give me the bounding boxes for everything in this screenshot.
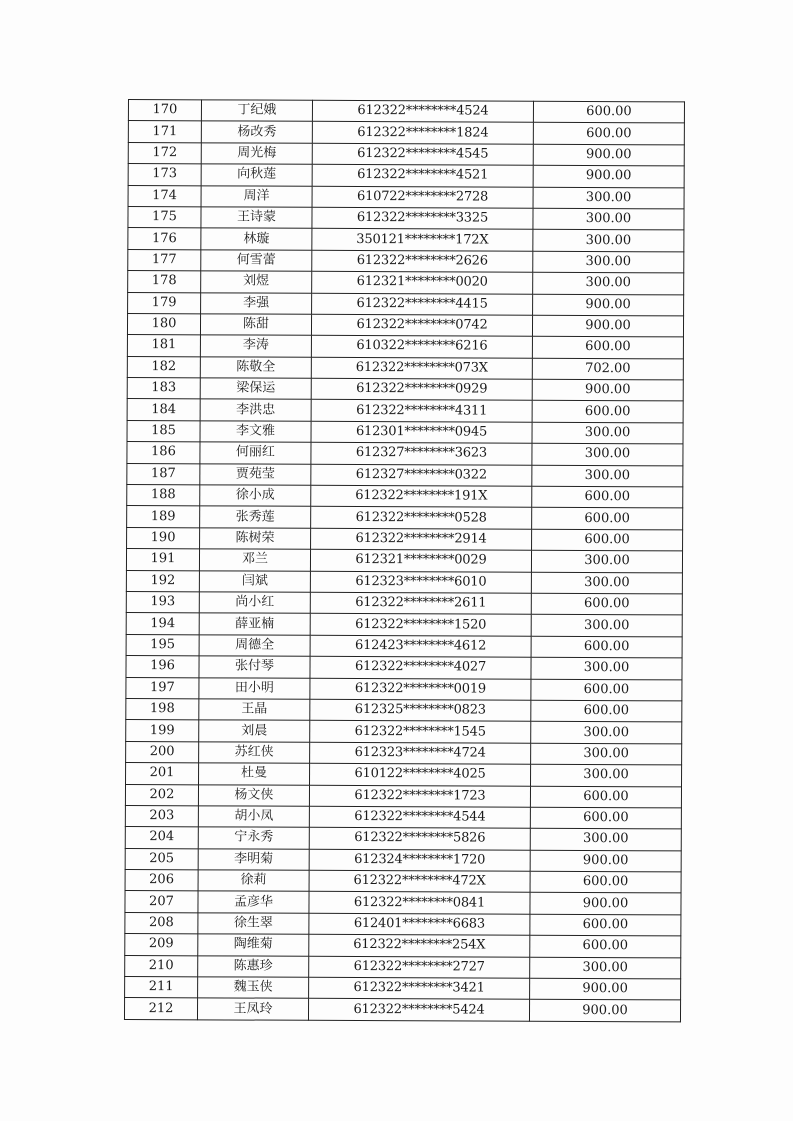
row-number-cell: 190 — [127, 527, 200, 549]
amount-cell: 300.00 — [530, 829, 681, 851]
amount-cell: 600.00 — [530, 871, 681, 893]
id-number-cell: 612323********4724 — [310, 742, 531, 764]
row-number-cell: 210 — [125, 955, 198, 977]
table-row — [127, 335, 683, 359]
row-number-cell: 175 — [128, 206, 201, 228]
name-cell: 薛亚楠 — [199, 613, 310, 635]
row-number-cell: 200 — [126, 741, 199, 763]
table-row — [127, 399, 683, 423]
id-number-cell: 612322********4524 — [312, 100, 533, 122]
row-number-cell: 204 — [125, 827, 198, 849]
amount-cell: 600.00 — [532, 401, 683, 423]
amount-cell: 600.00 — [531, 636, 682, 658]
amount-cell: 300.00 — [533, 208, 684, 230]
id-number-cell: 612322********0019 — [310, 678, 531, 700]
name-cell: 周光梅 — [201, 143, 312, 165]
row-number-cell: 203 — [125, 805, 198, 827]
amount-cell: 600.00 — [530, 786, 681, 808]
id-number-cell: 612322********2611 — [310, 592, 531, 614]
table-row — [125, 912, 681, 936]
id-number-cell: 350121********172X — [312, 229, 533, 251]
amount-cell: 600.00 — [533, 123, 684, 145]
id-number-cell: 612423********4612 — [310, 635, 531, 657]
name-cell: 尚小红 — [199, 592, 310, 614]
amount-cell: 900.00 — [533, 144, 684, 166]
amount-cell: 600.00 — [532, 337, 683, 359]
row-number-cell: 198 — [126, 698, 199, 720]
amount-cell: 300.00 — [533, 251, 684, 273]
id-number-cell: 612322********1545 — [310, 721, 531, 743]
table-row — [126, 698, 682, 722]
row-number-cell: 180 — [127, 313, 200, 335]
amount-cell: 300.00 — [531, 572, 682, 594]
row-number-cell: 191 — [126, 549, 199, 571]
table-row — [126, 549, 682, 573]
row-number-cell: 185 — [127, 420, 200, 442]
name-cell: 王凤玲 — [197, 998, 308, 1020]
id-number-cell: 612322********3325 — [312, 207, 533, 229]
name-cell: 邓兰 — [199, 549, 310, 571]
id-number-cell: 612322********2727 — [309, 956, 530, 978]
id-number-cell: 612322********5424 — [308, 999, 529, 1021]
name-cell: 陶维菊 — [198, 934, 309, 956]
id-number-cell: 612321********0029 — [310, 550, 531, 572]
amount-cell: 900.00 — [532, 315, 683, 337]
row-number-cell: 188 — [127, 485, 200, 507]
row-number-cell: 182 — [127, 356, 200, 378]
name-cell: 徐生翠 — [198, 913, 309, 935]
row-number-cell: 173 — [128, 164, 201, 186]
row-number-cell: 192 — [126, 570, 199, 592]
table-row — [128, 206, 684, 230]
name-cell: 贾苑莹 — [200, 463, 311, 485]
name-cell: 王诗蒙 — [201, 207, 312, 229]
amount-cell: 600.00 — [532, 529, 683, 551]
id-number-cell: 610322********6216 — [311, 336, 532, 358]
name-cell: 苏红侠 — [199, 742, 310, 764]
id-number-cell: 612322********1520 — [310, 614, 531, 636]
row-number-cell: 189 — [127, 506, 200, 528]
row-number-cell: 201 — [126, 763, 199, 785]
id-number-cell: 612322********0929 — [311, 378, 532, 400]
row-number-cell: 179 — [128, 292, 201, 314]
table-row — [125, 934, 681, 958]
name-cell: 李强 — [201, 292, 312, 314]
table-row — [126, 634, 682, 658]
id-number-cell: 612322********2914 — [311, 528, 532, 550]
table-row — [128, 249, 684, 273]
id-number-cell: 612322********4311 — [311, 400, 532, 422]
row-number-cell: 207 — [125, 891, 198, 913]
name-cell: 陈敬全 — [200, 357, 311, 379]
amount-cell: 300.00 — [531, 743, 682, 765]
name-cell: 杜曼 — [199, 763, 310, 785]
row-number-cell: 186 — [127, 442, 200, 464]
amount-cell: 300.00 — [533, 272, 684, 294]
amount-cell: 300.00 — [531, 615, 682, 637]
name-cell: 田小明 — [199, 677, 310, 699]
id-number-cell: 612322********3421 — [309, 977, 530, 999]
name-cell: 张秀莲 — [200, 506, 311, 528]
row-number-cell: 211 — [125, 977, 198, 999]
amount-cell: 600.00 — [532, 486, 683, 508]
id-number-cell: 612322********5826 — [309, 828, 530, 850]
name-cell: 陈惠珍 — [198, 955, 309, 977]
amount-cell: 600.00 — [530, 914, 681, 936]
row-number-cell: 183 — [127, 378, 200, 400]
name-cell: 孟彦华 — [198, 891, 309, 913]
id-number-cell: 612322********0742 — [311, 314, 532, 336]
row-number-cell: 195 — [126, 634, 199, 656]
row-number-cell: 208 — [125, 912, 198, 934]
name-cell: 王晶 — [199, 699, 310, 721]
id-number-cell: 612322********4415 — [312, 293, 533, 315]
id-number-cell: 612322********254X — [309, 935, 530, 957]
amount-cell: 600.00 — [533, 101, 684, 123]
name-cell: 林璇 — [201, 228, 312, 250]
table-row — [128, 100, 684, 124]
name-cell: 陈甜 — [200, 314, 311, 336]
id-number-cell: 612322********0528 — [311, 507, 532, 529]
table-row — [127, 313, 683, 337]
subsidy-roster-table — [124, 99, 685, 1022]
amount-cell: 900.00 — [529, 1000, 680, 1022]
amount-cell: 900.00 — [530, 893, 681, 915]
id-number-cell: 612322********4544 — [309, 806, 530, 828]
amount-cell: 600.00 — [532, 508, 683, 530]
id-number-cell: 612322********2626 — [312, 250, 533, 272]
name-cell: 向秋莲 — [201, 164, 312, 186]
amount-cell: 300.00 — [532, 444, 683, 466]
id-number-cell: 612323********6010 — [310, 571, 531, 593]
table-row — [127, 527, 683, 551]
table-row — [126, 591, 682, 615]
amount-cell: 900.00 — [530, 850, 681, 872]
amount-cell: 300.00 — [532, 422, 683, 444]
row-number-cell: 181 — [127, 335, 200, 357]
amount-cell: 900.00 — [532, 379, 683, 401]
row-number-cell: 184 — [127, 399, 200, 421]
table-row — [125, 784, 681, 808]
table-row — [127, 442, 683, 466]
amount-cell: 300.00 — [531, 764, 682, 786]
id-number-cell: 612327********3623 — [311, 443, 532, 465]
name-cell: 丁纪娥 — [201, 100, 312, 122]
name-cell: 李洪忠 — [200, 399, 311, 421]
table-row — [126, 720, 682, 744]
table-row — [125, 955, 681, 979]
id-number-cell: 612322********191X — [311, 485, 532, 507]
id-number-cell: 612401********6683 — [309, 913, 530, 935]
name-cell: 魏玉侠 — [198, 977, 309, 999]
table-row — [126, 763, 682, 787]
name-cell: 何雪蕾 — [201, 250, 312, 272]
name-cell: 李涛 — [200, 335, 311, 357]
id-number-cell: 610122********4025 — [310, 763, 531, 785]
table-row — [128, 292, 684, 316]
name-cell: 闫斌 — [199, 570, 310, 592]
id-number-cell: 612322********073X — [311, 357, 532, 379]
name-cell: 宁永秀 — [198, 827, 309, 849]
amount-cell: 300.00 — [531, 550, 682, 572]
row-number-cell: 187 — [127, 463, 200, 485]
id-number-cell: 612322********4545 — [312, 143, 533, 165]
id-number-cell: 612322********1723 — [309, 785, 530, 807]
row-number-cell: 193 — [126, 591, 199, 613]
amount-cell: 600.00 — [531, 679, 682, 701]
row-number-cell: 197 — [126, 677, 199, 699]
table-row — [125, 977, 681, 1001]
row-number-cell: 212 — [124, 998, 197, 1020]
row-number-cell: 206 — [125, 870, 198, 892]
table-row — [126, 741, 682, 765]
name-cell: 周洋 — [201, 185, 312, 207]
amount-cell: 900.00 — [533, 294, 684, 316]
name-cell: 周德全 — [199, 635, 310, 657]
row-number-cell: 199 — [126, 720, 199, 742]
table-row — [127, 378, 683, 402]
table-row — [128, 185, 684, 209]
id-number-cell: 612321********0020 — [312, 271, 533, 293]
table-row — [124, 998, 680, 1022]
name-cell: 何丽红 — [200, 442, 311, 464]
name-cell: 李文雅 — [200, 421, 311, 443]
amount-cell: 600.00 — [530, 807, 681, 829]
table-row — [125, 827, 681, 851]
amount-cell: 900.00 — [533, 165, 684, 187]
amount-cell: 300.00 — [531, 722, 682, 744]
name-cell: 刘煜 — [201, 271, 312, 293]
name-cell: 刘晨 — [199, 720, 310, 742]
amount-cell: 300.00 — [531, 657, 682, 679]
row-number-cell: 194 — [126, 613, 199, 635]
row-number-cell: 202 — [125, 784, 198, 806]
table-row — [127, 463, 683, 487]
table-row — [128, 164, 684, 188]
amount-cell: 900.00 — [530, 978, 681, 1000]
amount-cell: 300.00 — [533, 187, 684, 209]
name-cell: 梁保运 — [200, 378, 311, 400]
table-row — [126, 677, 682, 701]
table-row — [126, 656, 682, 680]
id-number-cell: 612301********0945 — [311, 421, 532, 443]
id-number-cell: 612325********0823 — [310, 699, 531, 721]
table-row — [127, 356, 683, 380]
row-number-cell: 205 — [125, 848, 198, 870]
row-number-cell: 171 — [128, 121, 201, 143]
id-number-cell: 612324********1720 — [309, 849, 530, 871]
name-cell: 杨文侠 — [198, 784, 309, 806]
amount-cell: 600.00 — [531, 700, 682, 722]
row-number-cell: 178 — [128, 271, 201, 293]
name-cell: 胡小凤 — [198, 806, 309, 828]
amount-cell: 300.00 — [533, 230, 684, 252]
name-cell: 徐小成 — [200, 485, 311, 507]
amount-cell: 702.00 — [532, 358, 683, 380]
row-number-cell: 172 — [128, 142, 201, 164]
name-cell: 徐莉 — [198, 870, 309, 892]
amount-cell: 300.00 — [530, 957, 681, 979]
id-number-cell: 612322********1824 — [312, 122, 533, 144]
id-number-cell: 612322********4521 — [312, 164, 533, 186]
table-row — [127, 485, 683, 509]
id-number-cell: 612327********0322 — [311, 464, 532, 486]
row-number-cell: 174 — [128, 185, 201, 207]
table-row — [128, 142, 684, 166]
table-row — [127, 420, 683, 444]
amount-cell: 600.00 — [530, 935, 681, 957]
name-cell: 张付琴 — [199, 656, 310, 678]
id-number-cell: 612322********472X — [309, 870, 530, 892]
table-row — [126, 613, 682, 637]
roster-table-body — [124, 100, 684, 1022]
row-number-cell: 177 — [128, 249, 201, 271]
table-row — [127, 506, 683, 530]
row-number-cell: 196 — [126, 656, 199, 678]
amount-cell: 300.00 — [532, 465, 683, 487]
id-number-cell: 612322********4027 — [310, 656, 531, 678]
amount-cell: 600.00 — [531, 593, 682, 615]
table-row — [125, 870, 681, 894]
table-row — [128, 228, 684, 252]
id-number-cell: 610722********2728 — [312, 186, 533, 208]
table-row — [126, 570, 682, 594]
name-cell: 杨改秀 — [201, 121, 312, 143]
table-row — [128, 271, 684, 295]
row-number-cell: 176 — [128, 228, 201, 250]
table-row — [125, 805, 681, 829]
name-cell: 陈树荣 — [200, 528, 311, 550]
table-row — [125, 848, 681, 872]
name-cell: 李明菊 — [198, 848, 309, 870]
row-number-cell: 170 — [128, 100, 201, 122]
table-row — [125, 891, 681, 915]
id-number-cell: 612322********0841 — [309, 892, 530, 914]
table-row — [128, 121, 684, 145]
row-number-cell: 209 — [125, 934, 198, 956]
